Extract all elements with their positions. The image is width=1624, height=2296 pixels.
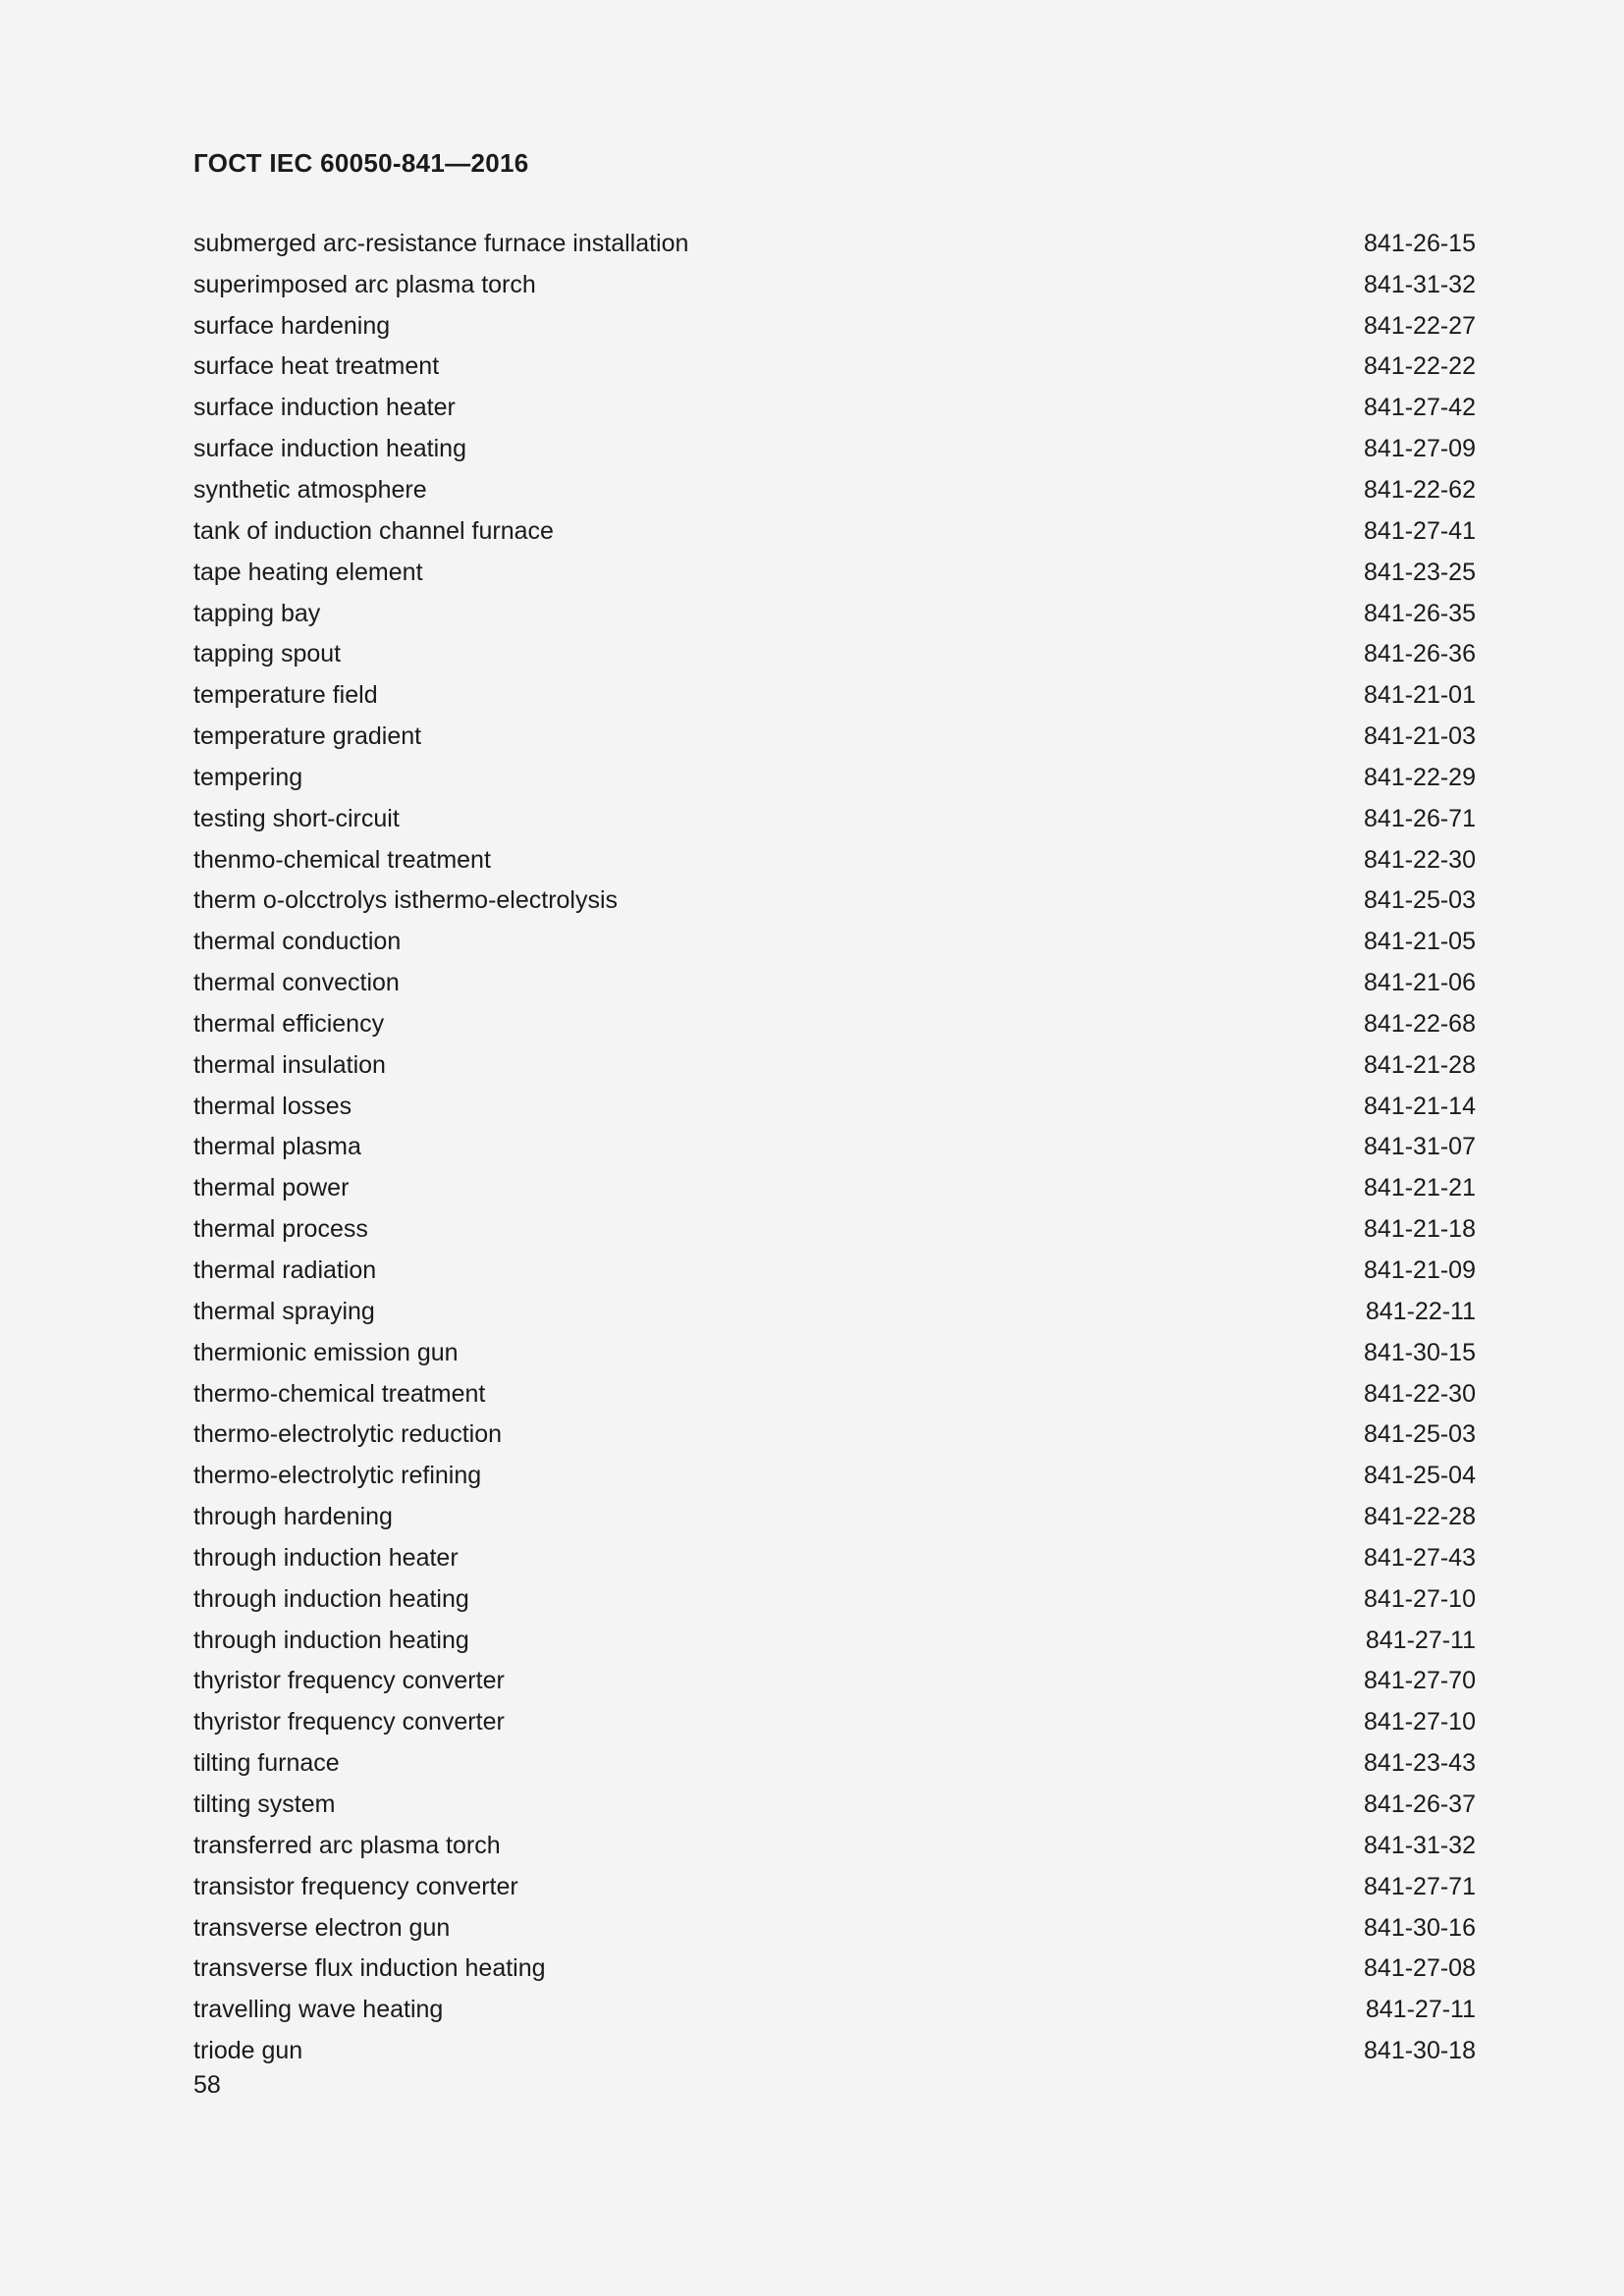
- index-entry: [193, 1948, 1476, 1989]
- index-entry: [193, 223, 1476, 264]
- entry-term: thyristor frequency converter: [193, 1708, 505, 1736]
- index-entry: [193, 510, 1476, 552]
- entry-code: 841-31-07: [1364, 1133, 1476, 1161]
- index-entry: [193, 469, 1476, 510]
- entry-code: 841-22-27: [1364, 311, 1476, 340]
- index-entry: [193, 798, 1476, 839]
- entry-term: tempering: [193, 763, 303, 791]
- term-index-list: [193, 223, 1476, 2071]
- index-entry: [193, 2030, 1476, 2071]
- index-entry: [193, 1414, 1476, 1455]
- entry-term: triode gun: [193, 2037, 303, 2065]
- index-entry: [193, 1620, 1476, 1661]
- index-entry: [193, 1496, 1476, 1537]
- index-entry: [193, 1455, 1476, 1496]
- entry-term: therm o-olcctrolys isthermo-electrolysis: [193, 886, 619, 915]
- entry-code: 841-27-43: [1364, 1543, 1476, 1572]
- entry-code: 841-21-03: [1364, 722, 1476, 751]
- entry-term: tapping spout: [193, 640, 342, 668]
- index-entry: [193, 552, 1476, 593]
- index-entry: [193, 716, 1476, 757]
- entry-code: 841-27-71: [1364, 1872, 1476, 1900]
- entry-term: through induction heating: [193, 1626, 469, 1654]
- entry-code: 841-26-36: [1364, 640, 1476, 668]
- index-entry: [193, 674, 1476, 716]
- entry-term: thenmo-chemical treatment: [193, 845, 491, 874]
- index-entry: [193, 1825, 1476, 1866]
- entry-code: 841-27-11: [1365, 1626, 1476, 1654]
- entry-code: 841-27-70: [1364, 1667, 1476, 1695]
- entry-term: thermal process: [193, 1215, 368, 1244]
- entry-term: submerged arc-resistance furnace installation: [193, 229, 689, 257]
- entry-code: 841-26-37: [1364, 1789, 1476, 1818]
- entry-term: travelling wave heating: [193, 1996, 444, 2024]
- entry-code: 841-27-09: [1364, 435, 1476, 463]
- entry-term: tilting furnace: [193, 1749, 340, 1778]
- entry-term: through induction heater: [193, 1543, 459, 1572]
- index-entry: [193, 1127, 1476, 1168]
- index-entry: [193, 347, 1476, 388]
- entry-code: 841-22-11: [1365, 1297, 1476, 1325]
- entry-code: 841-30-16: [1364, 1913, 1476, 1942]
- entry-code: 841-22-62: [1364, 475, 1476, 504]
- entry-code: 841-26-71: [1364, 804, 1476, 832]
- entry-code: 841-22-30: [1364, 1379, 1476, 1408]
- entry-term: tank of induction channel furnace: [193, 516, 554, 545]
- entry-code: 841-22-29: [1364, 763, 1476, 791]
- entry-code: 841-30-15: [1364, 1338, 1476, 1366]
- entry-code: 841-27-08: [1364, 1954, 1476, 1983]
- entry-term: surface induction heater: [193, 394, 456, 422]
- entry-term: thermal spraying: [193, 1297, 375, 1325]
- entry-code: 841-30-18: [1364, 2037, 1476, 2065]
- index-entry: [193, 1661, 1476, 1702]
- entry-code: 841-21-06: [1364, 969, 1476, 997]
- document-header: ГОСТ IEC 60050-841—2016: [193, 148, 529, 178]
- index-entry: [193, 1003, 1476, 1044]
- entry-term: thermal plasma: [193, 1133, 361, 1161]
- index-entry: [193, 593, 1476, 634]
- entry-code: 841-27-10: [1364, 1584, 1476, 1613]
- index-entry: [193, 1742, 1476, 1784]
- entry-term: thermal efficiency: [193, 1009, 385, 1038]
- index-entry: [193, 1537, 1476, 1578]
- entry-code: 841-21-21: [1364, 1174, 1476, 1202]
- entry-term: temperature field: [193, 681, 378, 710]
- index-entry: [193, 1044, 1476, 1086]
- entry-term: transverse electron gun: [193, 1913, 451, 1942]
- index-entry: [193, 757, 1476, 798]
- entry-code: 841-21-14: [1364, 1092, 1476, 1120]
- entry-term: testing short-circuit: [193, 804, 400, 832]
- entry-term: thermal insulation: [193, 1050, 386, 1079]
- entry-term: thermionic emission gun: [193, 1338, 459, 1366]
- index-entry: [193, 264, 1476, 305]
- entry-term: tilting system: [193, 1789, 336, 1818]
- entry-code: 841-22-28: [1364, 1503, 1476, 1531]
- entry-code: 841-27-41: [1364, 516, 1476, 545]
- entry-term: surface induction heating: [193, 435, 466, 463]
- entry-term: thyristor frequency converter: [193, 1667, 505, 1695]
- entry-term: synthetic atmosphere: [193, 475, 427, 504]
- index-entry: [193, 1208, 1476, 1250]
- entry-code: 841-22-68: [1364, 1009, 1476, 1038]
- entry-term: through induction heating: [193, 1584, 469, 1613]
- entry-term: through hardening: [193, 1503, 393, 1531]
- index-entry: [193, 1167, 1476, 1208]
- entry-term: transverse flux induction heating: [193, 1954, 546, 1983]
- index-entry: [193, 1989, 1476, 2030]
- entry-code: 841-21-09: [1364, 1256, 1476, 1285]
- entry-code: 841-31-32: [1364, 270, 1476, 298]
- entry-term: tapping bay: [193, 599, 321, 627]
- entry-term: thermo-chemical treatment: [193, 1379, 486, 1408]
- entry-code: 841-31-32: [1364, 1831, 1476, 1859]
- entry-code: 841-22-22: [1364, 352, 1476, 381]
- entry-term: thermo-electrolytic refining: [193, 1462, 482, 1490]
- entry-code: 841-23-43: [1364, 1749, 1476, 1778]
- entry-term: surface hardening: [193, 311, 391, 340]
- entry-term: thermal radiation: [193, 1256, 377, 1285]
- entry-code: 841-27-42: [1364, 394, 1476, 422]
- index-entry: [193, 305, 1476, 347]
- index-entry: [193, 881, 1476, 922]
- entry-code: 841-21-28: [1364, 1050, 1476, 1079]
- index-entry: [193, 633, 1476, 674]
- index-entry: [193, 1250, 1476, 1291]
- entry-term: thermal losses: [193, 1092, 352, 1120]
- entry-code: 841-27-10: [1364, 1708, 1476, 1736]
- index-entry: [193, 1701, 1476, 1742]
- entry-term: temperature gradient: [193, 722, 422, 751]
- index-entry: [193, 839, 1476, 881]
- entry-term: surface heat treatment: [193, 352, 440, 381]
- entry-term: thermal power: [193, 1174, 350, 1202]
- entry-code: 841-25-03: [1364, 1420, 1476, 1449]
- index-entry: [193, 387, 1476, 428]
- entry-term: thermal conduction: [193, 928, 402, 956]
- entry-code: 841-25-03: [1364, 886, 1476, 915]
- entry-term: superimposed arc plasma torch: [193, 270, 536, 298]
- index-entry: [193, 1332, 1476, 1373]
- index-entry: [193, 1373, 1476, 1415]
- entry-code: 841-21-18: [1364, 1215, 1476, 1244]
- index-entry: [193, 1784, 1476, 1825]
- index-entry: [193, 1291, 1476, 1332]
- entry-code: 841-25-04: [1364, 1462, 1476, 1490]
- entry-term: thermo-electrolytic reduction: [193, 1420, 503, 1449]
- entry-code: 841-26-35: [1364, 599, 1476, 627]
- index-entry: [193, 1866, 1476, 1907]
- entry-term: transferred arc plasma torch: [193, 1831, 501, 1859]
- entry-code: 841-26-15: [1364, 229, 1476, 257]
- index-entry: [193, 921, 1476, 962]
- entry-code: 841-23-25: [1364, 558, 1476, 586]
- index-entry: [193, 1907, 1476, 1949]
- entry-code: 841-27-11: [1365, 1996, 1476, 2024]
- index-entry: [193, 1086, 1476, 1127]
- index-entry: [193, 962, 1476, 1003]
- entry-term: thermal convection: [193, 969, 400, 997]
- entry-term: tape heating element: [193, 558, 423, 586]
- entry-code: 841-21-01: [1364, 681, 1476, 710]
- index-entry: [193, 1578, 1476, 1620]
- entry-code: 841-22-30: [1364, 845, 1476, 874]
- entry-term: transistor frequency converter: [193, 1872, 518, 1900]
- entry-code: 841-21-05: [1364, 928, 1476, 956]
- index-entry: [193, 428, 1476, 469]
- page-number: 58: [193, 2071, 221, 2099]
